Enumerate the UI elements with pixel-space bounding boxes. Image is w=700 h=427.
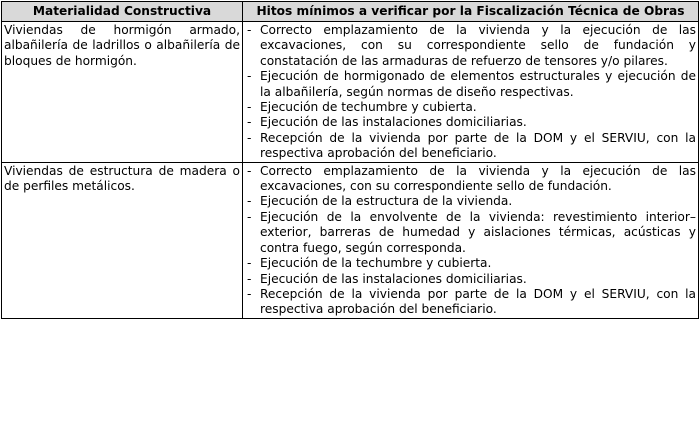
table-row <box>2 162 699 318</box>
hito-text: Ejecución de la envolvente de la vivienda: revestimiento interior–exterior, barreras de humedad y aislaciones térmicas, acústicas y contra fuego, según corresponda. <box>260 209 696 255</box>
bullet-dash: - <box>247 100 252 115</box>
list-item <box>245 100 696 115</box>
bullet-dash: - <box>247 271 252 286</box>
bullet-dash: - <box>247 256 252 271</box>
materialidad-cell <box>2 162 243 318</box>
list-item <box>245 131 696 162</box>
list-item <box>245 256 696 271</box>
materialidad-text: Viviendas de estructura de madera o de perfiles metálicos. <box>4 163 240 194</box>
header-materialidad: Materialidad Constructiva <box>2 2 243 22</box>
materialidad-cell <box>2 22 243 163</box>
hito-text: Ejecución de hormigonado de elementos estructurales y ejecución de la albañilería, según normas de diseño respectivas. <box>260 69 696 99</box>
hitos-list <box>245 22 696 162</box>
list-item <box>245 69 696 100</box>
bullet-dash: - <box>247 69 252 84</box>
bullet-dash: - <box>247 194 252 209</box>
bullet-dash: - <box>247 130 252 145</box>
hito-text: Ejecución de la estructura de la vivienda. <box>260 194 513 209</box>
header-row <box>2 2 699 22</box>
list-item <box>245 272 696 287</box>
bullet-dash: - <box>247 163 252 178</box>
hito-text: Recepción de la vivienda por parte de la DOM y el SERVIU, con la respectiva aprobación del beneficiario. <box>260 286 696 317</box>
hito-text: Ejecución de las instalaciones domiciliarias. <box>260 115 527 130</box>
hitos-cell <box>243 162 699 318</box>
list-item <box>245 210 696 256</box>
header-hitos: Hitos mínimos a verificar por la Fiscalización Técnica de Obras <box>243 2 699 22</box>
hito-text: Correcto emplazamiento de la vivienda y la ejecución de las excavaciones, con su correspondiente sello de fundación y constatación de las armaduras de refuerzo de tensores y/o pilares. <box>260 23 696 68</box>
bullet-dash: - <box>247 115 252 130</box>
table-row <box>2 22 699 163</box>
bullet-dash: - <box>247 286 252 301</box>
hitos-table <box>1 1 699 319</box>
hito-text: Ejecución de la techumbre y cubierta. <box>260 256 492 271</box>
hito-text: Ejecución de techumbre y cubierta. <box>260 100 477 115</box>
bullet-dash: - <box>247 23 252 37</box>
hitos-list <box>245 163 696 318</box>
materialidad-text: Viviendas de hormigón armado, albañilería de ladrillos o albañilería de bloques de hormigón. <box>4 23 240 68</box>
list-item <box>245 115 696 130</box>
hito-text: Recepción de la vivienda por parte de la DOM y el SERVIU, con la respectiva aprobación del beneficiario. <box>260 130 696 161</box>
hito-text: Ejecución de las instalaciones domiciliarias. <box>260 271 527 286</box>
hito-text: Correcto emplazamiento de la vivienda y la ejecución de las excavaciones, con su correspondiente sello de fundación. <box>260 163 696 194</box>
list-item <box>245 287 696 318</box>
hitos-cell <box>243 22 699 163</box>
bullet-dash: - <box>247 209 252 224</box>
list-item <box>245 164 696 195</box>
list-item <box>245 194 696 209</box>
list-item <box>245 23 696 69</box>
